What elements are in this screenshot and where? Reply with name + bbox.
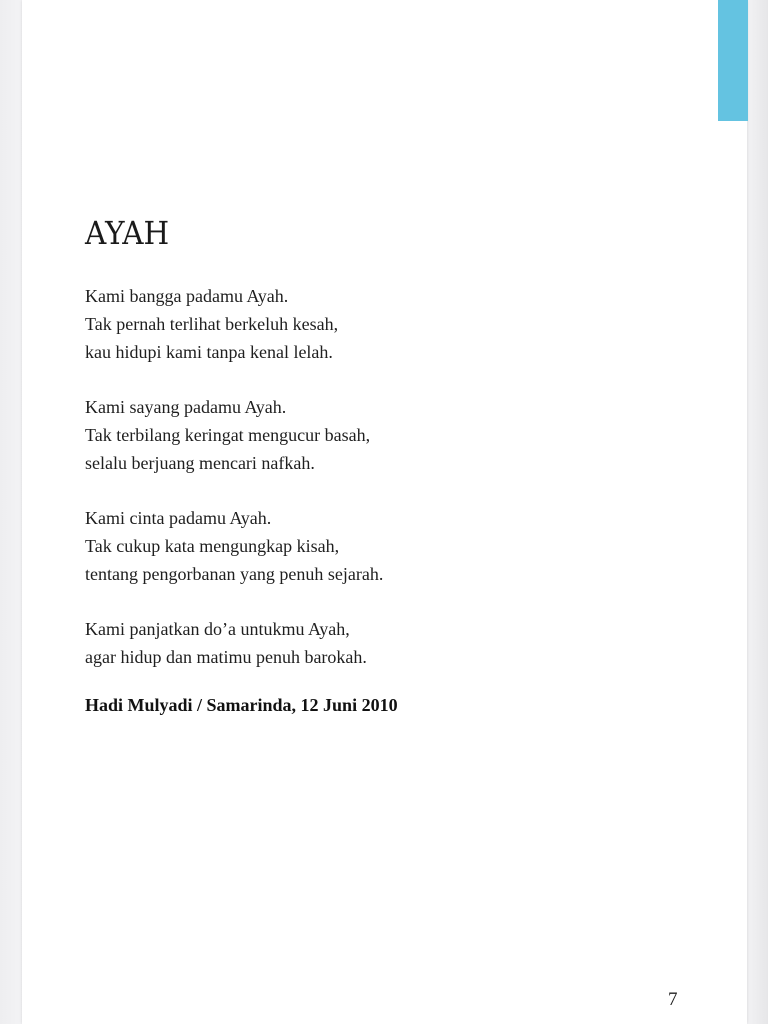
poem-stanza	[85, 282, 705, 366]
poem-stanza	[85, 504, 705, 588]
poem-stanza	[85, 615, 705, 671]
poem-body	[85, 282, 705, 698]
poem-line: kau hidupi kami tanpa kenal lelah.	[85, 342, 333, 362]
poem-stanza	[85, 393, 705, 477]
document-page	[22, 0, 747, 1024]
poem-line: tentang pengorbanan yang penuh sejarah.	[85, 564, 384, 584]
poem-title: AYAH	[85, 214, 170, 252]
poem-line: agar hidup dan matimu penuh barokah.	[85, 647, 367, 667]
poem-line: Tak pernah terlihat berkeluh kesah,	[85, 314, 339, 334]
poem-line: Kami sayang padamu Ayah.	[85, 397, 287, 417]
poem-line: Kami bangga padamu Ayah.	[85, 286, 289, 306]
poem-line: Kami panjatkan do’a untukmu Ayah,	[85, 619, 350, 639]
poem-signature: Hadi Mulyadi / Samarinda, 12 Juni 2010	[85, 695, 398, 715]
page-number: 7	[668, 989, 678, 1010]
poem-line: selalu berjuang mencari nafkah.	[85, 453, 315, 473]
accent-bookmark-tab	[718, 0, 748, 121]
poem-line: Kami cinta padamu Ayah.	[85, 508, 272, 528]
poem-line: Tak terbilang keringat mengucur basah,	[85, 425, 371, 445]
poem-line: Tak cukup kata mengungkap kisah,	[85, 536, 340, 556]
